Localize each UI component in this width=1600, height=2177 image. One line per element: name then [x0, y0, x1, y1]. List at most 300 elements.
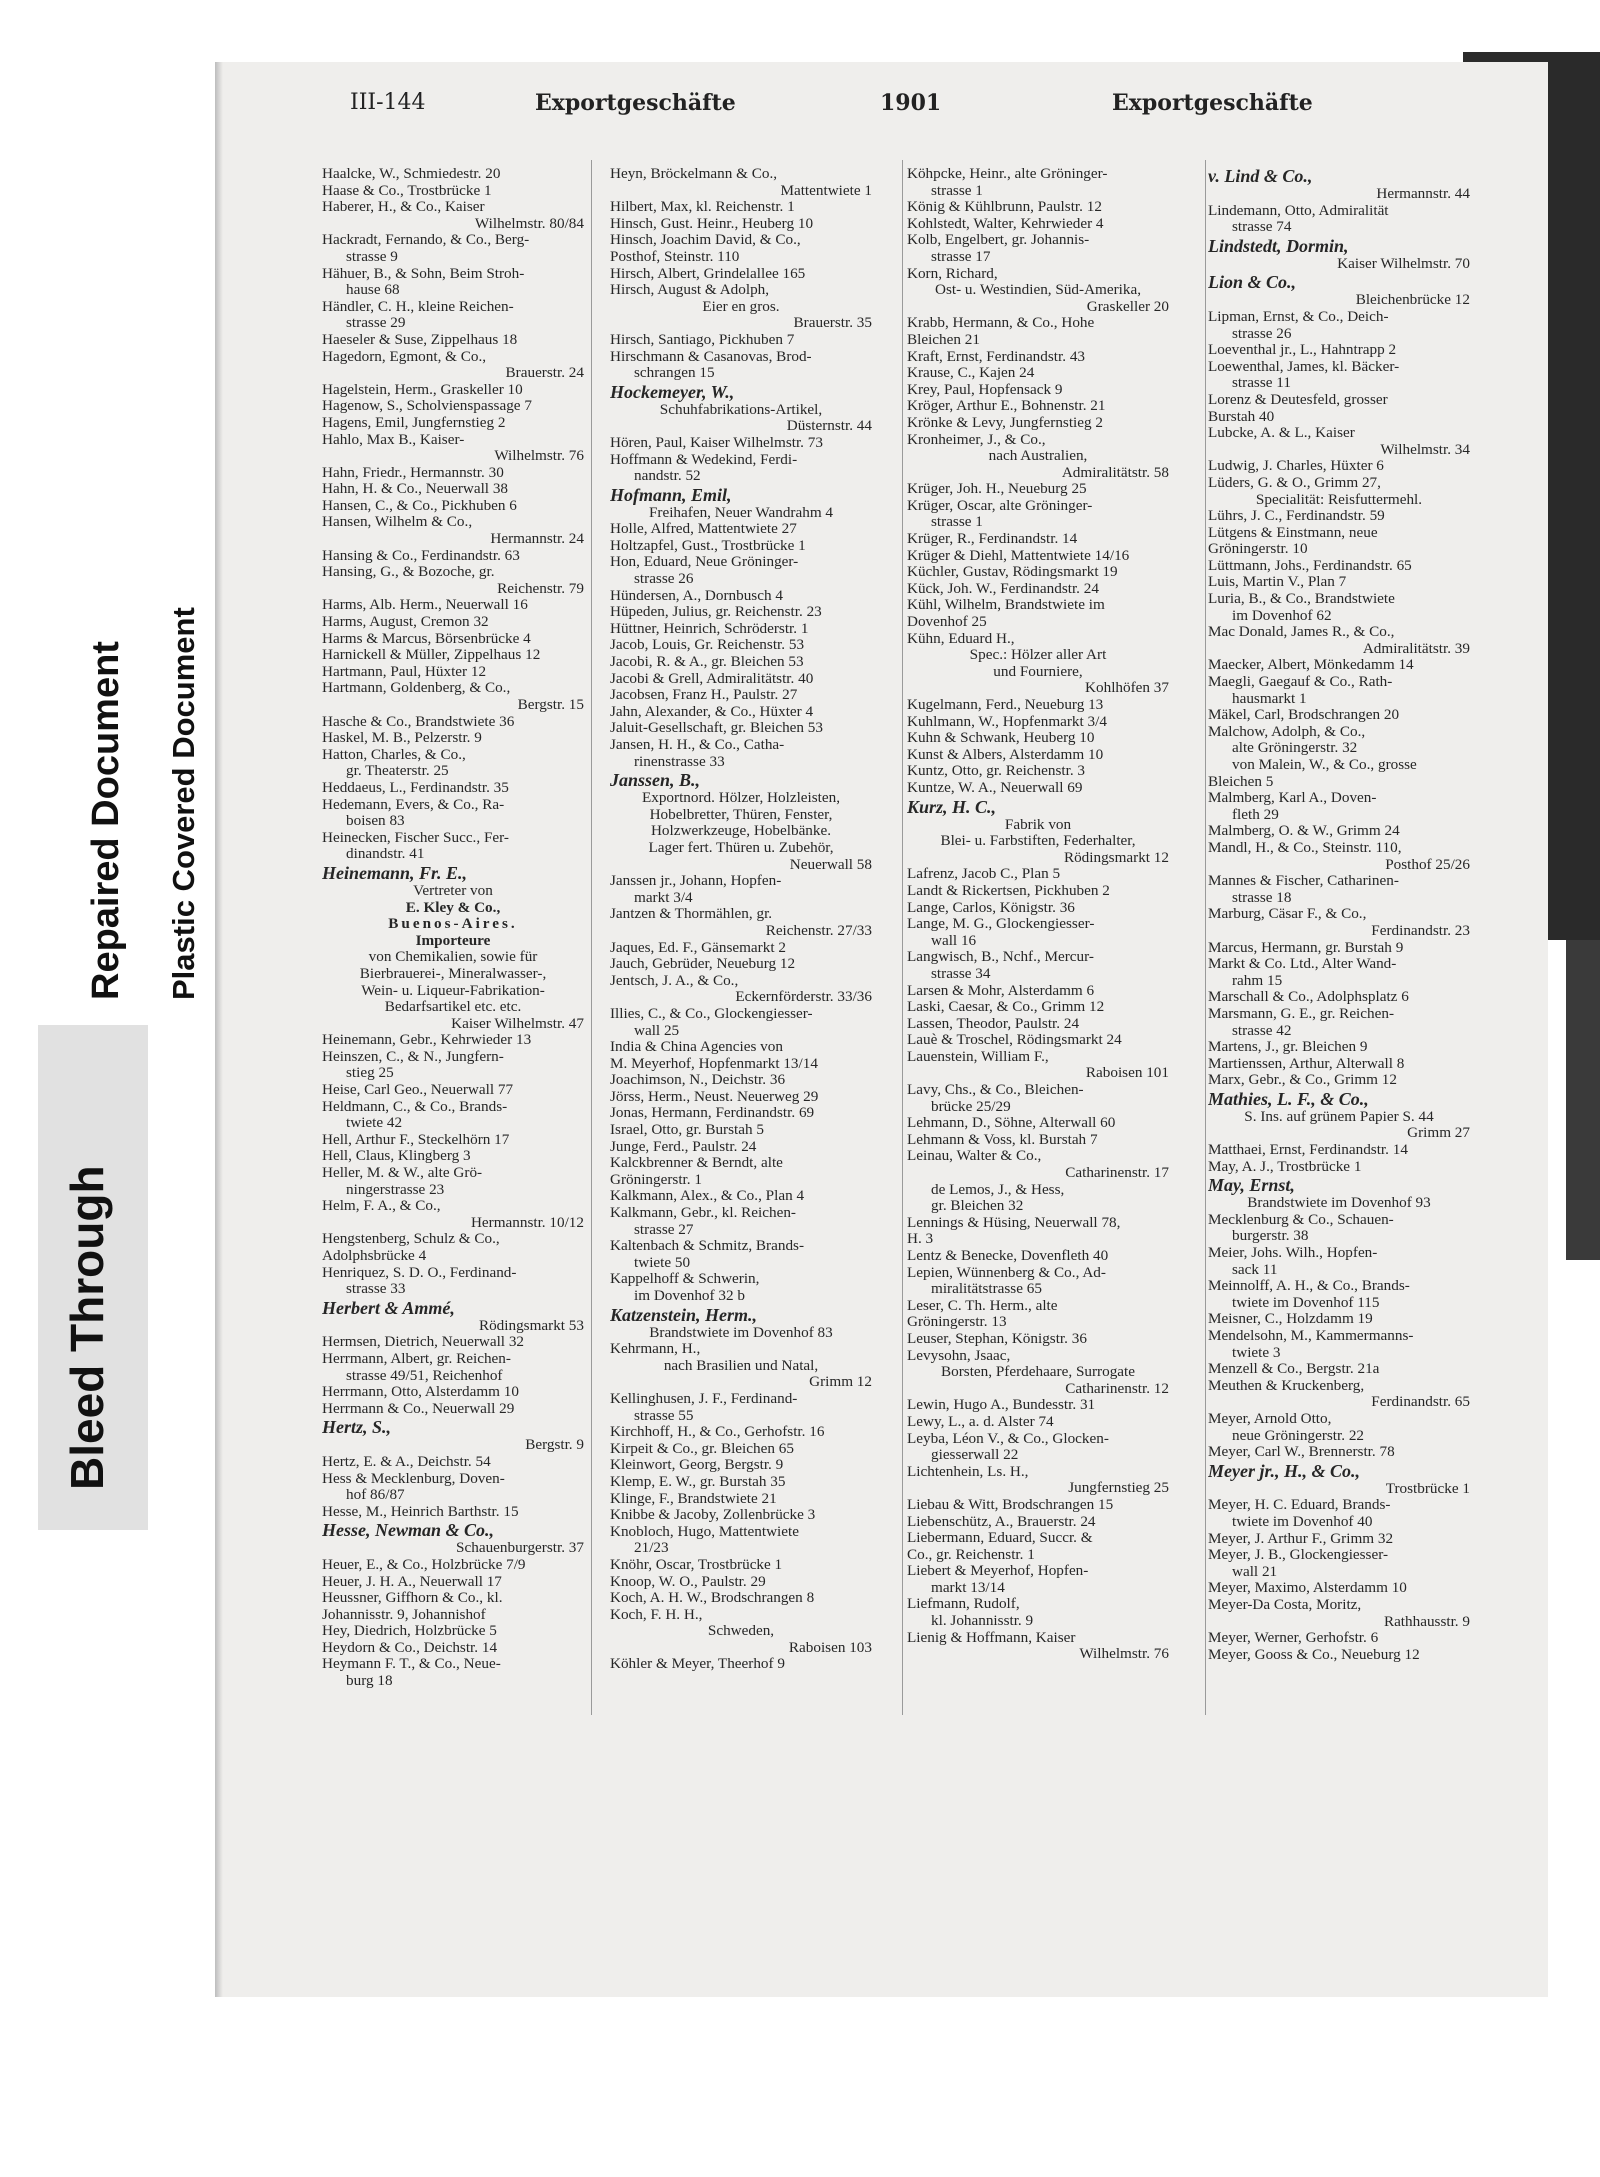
directory-entry-line: Meyer jr., H., & Co.,	[1208, 1460, 1360, 1481]
directory-entry-line: wall 25	[634, 1022, 680, 1039]
directory-entry-line: Bleichen 21	[907, 331, 980, 348]
directory-entry-line: Heuer, J. H. A., Neuerwall 17	[322, 1573, 502, 1590]
directory-entry-line: Knibbe & Jacoby, Zollenbrücke 3	[610, 1507, 816, 1524]
directory-entry-line: Wilhelmstr. 34	[1380, 441, 1470, 458]
directory-entry-line: Freihafen, Neuer Wandrahm 4	[648, 504, 834, 521]
directory-entry-line: Herrmann, Otto, Alsterdamm 10	[322, 1384, 519, 1401]
directory-entry-line: Rödingsmarkt 53	[478, 1317, 584, 1334]
directory-entry-line: Marburg, Cäsar F., & Co.,	[1208, 906, 1367, 923]
directory-entry-line: Heymann F. T., & Co., Neue-	[322, 1656, 501, 1673]
directory-entry-line: Loewenthal, James, kl. Bäcker-	[1208, 358, 1400, 375]
directory-entry-line: Kück, Joh. W., Ferdinandstr. 24	[907, 580, 1099, 597]
directory-entry-line: Lüttmann, Johs., Ferdinandstr. 65	[1208, 557, 1412, 574]
directory-entry-line: Haskel, M. B., Pelzerstr. 9	[322, 730, 482, 747]
directory-entry-line: Koch, F. H. H.,	[610, 1606, 703, 1623]
directory-entry-line: dinandstr. 41	[346, 846, 425, 863]
directory-entry-line: Neuerwall 58	[789, 856, 872, 873]
directory-entry-line: strasse 55	[634, 1407, 694, 1424]
directory-entry-line: Heise, Carl Geo., Neuerwall 77	[322, 1082, 514, 1099]
directory-entry-line: Raboisen 103	[788, 1639, 872, 1656]
directory-entry-line: Marsmann, G. E., gr. Reichen-	[1208, 1005, 1395, 1022]
directory-entry-line: Hartmann, Goldenberg, & Co.,	[322, 680, 511, 697]
directory-entry-line: Kleinwort, Georg, Bergstr. 9	[610, 1457, 784, 1474]
directory-entry-line: Meyer, Maximo, Alsterdamm 10	[1208, 1580, 1407, 1597]
directory-entry-line: Hirschmann & Casanovas, Brod-	[610, 348, 812, 365]
directory-entry-line: Holzwerkzeuge, Hobelbänke.	[650, 823, 832, 840]
directory-entry-line: Lager fert. Thüren u. Zubehör,	[648, 839, 834, 856]
directory-entry-line: Lassen, Theodor, Paulstr. 24	[907, 1015, 1080, 1032]
directory-entry-line: Leyba, Léon V., & Co., Glocken-	[907, 1430, 1109, 1447]
directory-entry-line: Loeventhal jr., L., Hahntrapp 2	[1208, 342, 1397, 359]
directory-entry-line: twiete 3	[1232, 1344, 1281, 1361]
directory-entry-line: Hirsch, Albert, Grindelallee 165	[610, 265, 806, 282]
directory-entry-line: Herrmann, Albert, gr. Reichen-	[322, 1350, 511, 1367]
directory-entry-line: sack 11	[1232, 1261, 1278, 1278]
directory-entry-line: Co., gr. Reichenstr. 1	[907, 1546, 1035, 1563]
directory-entry-line: Hon, Eduard, Neue Gröninger-	[610, 554, 799, 571]
directory-entry-line: Helm, F. A., & Co.,	[322, 1198, 441, 1215]
directory-entry-line: Ferdinandstr. 23	[1371, 922, 1470, 939]
directory-entry-line: Knoop, W. O., Paulstr. 29	[610, 1573, 766, 1590]
directory-entry-line: M. Meyerhof, Hopfenmarkt 13/14	[610, 1055, 818, 1072]
directory-entry-line: Krüger, Joh. H., Neueburg 25	[907, 481, 1087, 498]
directory-entry-line: Eckernförderstr. 33/36	[735, 989, 872, 1006]
directory-entry-line: Krabb, Hermann, & Co., Hohe	[907, 315, 1095, 332]
directory-entry-line: Krönke & Levy, Jungfernstieg 2	[907, 414, 1103, 431]
directory-entry-line: Mattentwiete 1	[780, 182, 872, 199]
directory-entry-line: Leuser, Stephan, Königstr. 36	[907, 1330, 1087, 1347]
directory-entry-line: Hertz, E. & A., Deichstr. 54	[322, 1453, 491, 1470]
directory-entry-line: Klemp, E. W., gr. Burstah 35	[610, 1473, 786, 1490]
directory-entry-line: hof 86/87	[346, 1487, 405, 1504]
directory-entry-line: Hockemeyer, W.,	[610, 381, 735, 402]
directory-entry-line: strasse 1	[931, 182, 983, 199]
directory-entry-line: Mandl, H., & Co., Steinstr. 110,	[1208, 839, 1402, 856]
directory-entry-line: Hengstenberg, Schulz & Co.,	[322, 1231, 500, 1248]
directory-entry-line: Kehrmann, H.,	[610, 1341, 701, 1358]
directory-entry-line: Kronheimer, J., & Co.,	[907, 431, 1046, 448]
directory-entry-line: strasse 33	[346, 1281, 406, 1298]
directory-entry-line: Hell, Arthur F., Steckelhörn 17	[322, 1131, 510, 1148]
directory-entry-line: Langwisch, B., Nchf., Mercur-	[907, 949, 1094, 966]
directory-entry-line: Lindstedt, Dormin,	[1208, 235, 1349, 256]
directory-entry-line: Larsen & Mohr, Alsterdamm 6	[907, 982, 1095, 999]
directory-entry-line: Admiralitätstr. 58	[1061, 464, 1169, 481]
directory-entry-line: markt 13/14	[931, 1579, 1005, 1596]
directory-entry-line: Dovenhof 25	[907, 614, 987, 631]
directory-entry-line: Jacobi & Grell, Admiralitätstr. 40	[610, 670, 814, 687]
directory-entry-line: Blei- u. Farbstiften, Federhalter,	[940, 833, 1136, 850]
directory-entry-line: Kaiser Wilhelmstr. 47	[451, 1015, 584, 1032]
directory-entry-line: Hähuer, B., & Sohn, Beim Stroh-	[322, 265, 525, 282]
page-reference: III-144	[350, 90, 426, 115]
directory-entry-line: brücke 25/29	[931, 1098, 1011, 1115]
directory-entry-line: Lewin, Hugo A., Bundesstr. 31	[907, 1397, 1096, 1414]
directory-entry-line: Hell, Claus, Klingberg 3	[322, 1148, 471, 1165]
right-page-edge	[1548, 60, 1600, 940]
directory-entry-line: twiete 50	[634, 1254, 691, 1271]
directory-entry-line: Lewy, L., a. d. Alster 74	[907, 1413, 1054, 1430]
directory-entry-line: Kaltenbach & Schmitz, Brands-	[610, 1238, 805, 1255]
directory-entry-line: Catharinenstr. 12	[1065, 1380, 1169, 1397]
directory-entry-line: Jacob, Louis, Gr. Reichenstr. 53	[610, 637, 805, 654]
directory-entry-line: burgerstr. 38	[1232, 1228, 1309, 1245]
directory-entry-line: strasse 34	[931, 965, 991, 982]
directory-entry-line: Schauenburgerstr. 37	[456, 1540, 584, 1557]
directory-entry-line: Hirsch, Santiago, Pickhuben 7	[610, 331, 795, 348]
directory-entry-line: Menzell & Co., Bergstr. 21a	[1208, 1361, 1380, 1378]
directory-entry-line: Mannes & Fischer, Catharinen-	[1208, 873, 1399, 890]
directory-entry-line: Hüpeden, Julius, gr. Reichenstr. 23	[610, 604, 822, 621]
directory-entry-line: Kirpeit & Co., gr. Bleichen 65	[610, 1440, 794, 1457]
directory-entry-line: Meyer, Arnold Otto,	[1208, 1410, 1332, 1427]
directory-entry-line: Harms, Alb. Herm., Neuerwall 16	[322, 597, 528, 614]
directory-entry-line: Jungfernstieg 25	[1068, 1480, 1169, 1497]
directory-entry-line: Hahn, Friedr., Hermannstr. 30	[322, 464, 504, 481]
directory-entry-line: Kalkmann, Gebr., kl. Reichen-	[610, 1205, 796, 1222]
directory-entry-line: Junge, Ferd., Paulstr. 24	[610, 1138, 757, 1155]
directory-entry-line: Hoffmann & Wedekind, Ferdi-	[610, 451, 798, 468]
directory-entry-line: Händler, C. H., kleine Reichen-	[322, 298, 514, 315]
directory-entry-line: gr. Theaterstr. 25	[346, 763, 449, 780]
directory-entry-line: Liebermann, Eduard, Succr. &	[907, 1530, 1093, 1547]
directory-entry-line: strasse 17	[931, 248, 991, 265]
directory-entry-line: 21/23	[634, 1540, 669, 1557]
directory-entry-line: Hess & Mecklenburg, Doven-	[322, 1470, 505, 1487]
directory-entry-line: Hertz, S.,	[322, 1417, 392, 1438]
directory-entry-line: Levysohn, Jsaac,	[907, 1347, 1011, 1364]
column-divider-1	[591, 160, 592, 1715]
directory-entry-line: Kellinghusen, J. F., Ferdinand-	[610, 1390, 798, 1407]
directory-entry-line: Kraft, Ernst, Ferdinandstr. 43	[907, 348, 1086, 365]
directory-entry-line: stieg 25	[346, 1065, 394, 1082]
directory-entry-line: Hartmann, Paul, Hüxter 12	[322, 663, 487, 680]
directory-entry-line: Heinemann, Fr. E.,	[322, 862, 468, 883]
directory-entry-line: Reichenstr. 79	[497, 580, 584, 597]
directory-entry-line: Hagens, Emil, Jungfernstieg 2	[322, 414, 506, 431]
directory-entry-line: Hatton, Charles, & Co.,	[322, 746, 466, 763]
directory-entry-line: Hansen, C., & Co., Pickhuben 6	[322, 497, 517, 514]
directory-entry-line: Raboisen 101	[1085, 1065, 1169, 1082]
directory-entry-line: Küchler, Gustav, Rödingsmarkt 19	[907, 564, 1118, 581]
directory-entry-line: Catharinenstr. 17	[1065, 1165, 1169, 1182]
directory-entry-line: markt 3/4	[634, 889, 693, 906]
directory-entry-line: König & Kühlbrunn, Paulstr. 12	[907, 199, 1102, 216]
directory-entry-line: nandstr. 52	[634, 468, 701, 485]
directory-entry-line: Malmberg, O. & W., Grimm 24	[1208, 823, 1400, 840]
directory-entry-line: Borsten, Pferdehaare, Surrogate	[941, 1364, 1135, 1381]
directory-entry-line: Illies, C., & Co., Glockengiesser-	[610, 1005, 813, 1022]
directory-entry-line: Jantzen & Thormählen, gr.	[610, 906, 773, 923]
directory-entry-line: Heuer, E., & Co., Holzbrücke 7/9	[322, 1556, 526, 1573]
directory-entry-line: Gröningerstr. 10	[1208, 541, 1308, 558]
directory-entry-line: Hagedorn, Egmont, & Co.,	[322, 348, 487, 365]
directory-entry-line: Meyer, H. C. Eduard, Brands-	[1208, 1497, 1391, 1514]
directory-entry-line: von Malein, W., & Co., grosse	[1232, 757, 1417, 773]
directory-entry-line: Lavy, Chs., & Co., Bleichen-	[907, 1082, 1084, 1099]
directory-entry-line: India & China Agencies von	[610, 1039, 783, 1056]
directory-column-3	[907, 166, 1169, 1663]
directory-entry-line: Hesse, M., Heinrich Barthstr. 15	[322, 1503, 519, 1520]
directory-column-4	[1208, 166, 1470, 1663]
directory-entry-line: Hilbert, Max, kl. Reichenstr. 1	[610, 199, 795, 216]
directory-entry-line: Lange, Carlos, Königstr. 36	[907, 899, 1075, 916]
directory-entry-line: im Dovenhof 62	[1232, 607, 1332, 624]
directory-entry-line: Ludwig, J. Charles, Hüxter 6	[1208, 458, 1384, 475]
directory-entry-line: Lichtenhein, Ls. H.,	[907, 1463, 1029, 1480]
directory-entry-line: rahm 15	[1232, 972, 1283, 989]
directory-entry-line: Knöhr, Oscar, Trostbrücke 1	[610, 1556, 783, 1573]
directory-entry-line: Kolb, Engelbert, gr. Johannis-	[907, 232, 1090, 249]
left-running-title: Exportgeschäfte	[535, 90, 736, 116]
directory-entry-line: Kirchhoff, H., & Co., Gerhofstr. 16	[610, 1424, 825, 1441]
directory-entry-line: Kuntz, Otto, gr. Reichenstr. 3	[907, 763, 1086, 780]
directory-entry-line: Heinecken, Fischer Succ., Fer-	[322, 829, 509, 846]
directory-entry-line: Luria, B., & Co., Brandstwiete	[1208, 591, 1395, 608]
directory-entry-line: Liebau & Witt, Brodschrangen 15	[907, 1496, 1114, 1513]
bleed-through-label: Bleed Through	[61, 1165, 113, 1490]
directory-entry-line: H. 3	[907, 1231, 934, 1248]
directory-entry-line: Hedemann, Evers, & Co., Ra-	[322, 796, 505, 813]
directory-entry-line: Heussner, Giffhorn & Co., kl.	[322, 1590, 503, 1607]
directory-entry-line: Hündersen, A., Dornbusch 4	[610, 587, 783, 604]
directory-entry-line: Lütgens & Einstmann, neue	[1208, 524, 1378, 541]
directory-entry-line: Grimm 12	[809, 1374, 872, 1391]
directory-entry-line: Wilhelmstr. 80/84	[474, 215, 584, 232]
directory-entry-line: Meyer-Da Costa, Moritz,	[1208, 1596, 1362, 1613]
directory-entry-line: Importeure	[415, 932, 491, 949]
directory-entry-line: Ferdinandstr. 65	[1371, 1394, 1470, 1411]
directory-entry-line: Liefmann, Rudolf,	[907, 1596, 1020, 1613]
directory-entry-line: Hüttner, Heinrich, Schröderstr. 1	[610, 620, 809, 637]
directory-entry-line: Hofmann, Emil,	[610, 484, 732, 505]
directory-entry-line: Eier en gros.	[702, 298, 780, 315]
directory-entry-line: Hermsen, Dietrich, Neuerwall 32	[322, 1334, 525, 1351]
directory-entry-line: Hinsch, Gust. Heinr., Heuberg 10	[610, 215, 814, 232]
right-running-title: Exportgeschäfte	[1112, 90, 1313, 116]
directory-entry-line: Henriquez, S. D. O., Ferdinand-	[322, 1264, 517, 1281]
directory-entry-line: Heldmann, C., & Co., Brands-	[322, 1098, 508, 1115]
directory-entry-line: Heinemann, Gebr., Kehrwieder 13	[322, 1032, 532, 1049]
column-divider-2	[902, 160, 903, 1715]
directory-entry-line: Meyer, Carl W., Brennerstr. 78	[1208, 1444, 1395, 1461]
directory-entry-line: Reichenstr. 27/33	[765, 922, 872, 939]
directory-entry-line: Fabrik von	[1004, 816, 1072, 833]
directory-entry-line: boisen 83	[346, 813, 405, 830]
directory-entry-line: Hören, Paul, Kaiser Wilhelmstr. 73	[610, 434, 823, 451]
directory-entry-line: Wilhelmstr. 76	[494, 448, 584, 465]
directory-entry-line: Hirsch, August & Adolph,	[610, 282, 770, 299]
directory-entry-line: Liebert & Meyerhof, Hopfen-	[907, 1563, 1089, 1580]
directory-entry-line: und Fourniere,	[993, 663, 1083, 680]
directory-entry-line: Bleichen 5	[1208, 773, 1274, 790]
year: 1901	[880, 90, 942, 116]
directory-entry-line: wall 21	[1232, 1563, 1278, 1580]
directory-entry-line: Kuhn & Schwank, Heuberg 10	[907, 730, 1095, 747]
directory-entry-line: strasse 49/51, Reichenhof	[346, 1367, 503, 1384]
directory-entry-line: Brandstwiete im Dovenhof 93	[1247, 1195, 1431, 1212]
directory-entry-line: Harnickell & Müller, Zippelhaus 12	[322, 647, 541, 664]
directory-entry-line: Graskeller 20	[1086, 298, 1169, 315]
directory-entry-line: Malchow, Adolph, & Co.,	[1208, 723, 1366, 740]
directory-entry-line: Lange, M. G., Glockengiesser-	[907, 916, 1095, 933]
directory-entry-line: strasse 26	[634, 571, 694, 588]
page-header	[0, 90, 1600, 130]
directory-entry-line: de Lemos, J., & Hess,	[931, 1181, 1065, 1198]
directory-entry-line: Spec.: Hölzer aller Art	[969, 647, 1107, 664]
directory-entry-line: Hagelstein, Herm., Graskeller 10	[322, 381, 523, 398]
directory-entry-line: strasse 9	[346, 248, 398, 265]
directory-entry-line: Köhler & Meyer, Theerhof 9	[610, 1656, 785, 1673]
directory-entry-line: Lion & Co.,	[1208, 272, 1297, 293]
directory-entry-line: Mecklenburg & Co., Schauen-	[1208, 1211, 1394, 1228]
directory-entry-line: Kaiser Wilhelmstr. 70	[1337, 255, 1470, 272]
directory-entry-line: Janssen jr., Johann, Hopfen-	[610, 873, 782, 890]
directory-entry-line: Heller, M. & W., alte Grö-	[322, 1165, 483, 1182]
directory-entry-line: Katzenstein, Herm.,	[610, 1304, 758, 1325]
directory-entry-line: Gröningerstr. 13	[907, 1314, 1007, 1331]
directory-entry-line: strasse 27	[634, 1221, 694, 1238]
directory-entry-line: Jansen, H. H., & Co., Catha-	[610, 737, 785, 753]
directory-entry-line: twiete im Dovenhof 115	[1232, 1294, 1380, 1311]
directory-entry-line: Klinge, F., Brandstwiete 21	[610, 1490, 777, 1507]
directory-entry-line: strasse 1	[931, 514, 983, 531]
directory-entry-line: giesserwall 22	[931, 1447, 1019, 1464]
directory-entry-line: ningerstrasse 23	[346, 1181, 445, 1198]
repaired-document-label: Repaired Document	[85, 641, 127, 1000]
directory-entry-line: Wilhelmstr. 76	[1079, 1646, 1169, 1663]
directory-entry-line: strasse 42	[1232, 1022, 1292, 1039]
directory-entry-line: Buenos-Aires.	[388, 916, 518, 933]
directory-entry-line: Kühl, Wilhelm, Brandstwiete im	[907, 597, 1105, 614]
directory-entry-line: Vertreter von	[413, 882, 493, 899]
directory-entry-line: Hahlo, Max B., Kaiser-	[322, 431, 465, 448]
directory-entry-line: Rathhausstr. 9	[1383, 1613, 1470, 1630]
directory-entry-line: Burstah 40	[1208, 408, 1275, 425]
directory-entry-line: nach Brasilien und Natal,	[663, 1357, 819, 1374]
directory-entry-line: Ost- u. Westindien, Süd-Amerika,	[934, 282, 1142, 299]
directory-entry-line: Lührs, J. C., Ferdinandstr. 59	[1208, 508, 1385, 525]
directory-entry-line: Kohlhöfen 37	[1085, 680, 1169, 697]
directory-entry-line: Lorenz & Deutesfeld, grosser	[1208, 391, 1388, 408]
directory-entry-line: burg 18	[346, 1673, 393, 1690]
directory-entry-line: May, Ernst,	[1208, 1175, 1295, 1196]
directory-entry-line: Jaques, Ed. F., Gänsemarkt 2	[610, 939, 786, 956]
directory-entry-line: Krause, C., Kajen 24	[907, 365, 1035, 382]
directory-entry-line: Israel, Otto, gr. Burstah 5	[610, 1122, 764, 1139]
directory-entry-line: fleth 29	[1232, 806, 1279, 823]
directory-entry-line: Haase & Co., Trostbrücke 1	[322, 182, 492, 199]
directory-entry-line: Harms & Marcus, Börsenbrücke 4	[322, 630, 531, 647]
directory-entry-line: hausmarkt 1	[1232, 690, 1307, 707]
directory-entry-line: schrangen 15	[634, 365, 715, 382]
directory-entry-line: Heddaeus, L., Ferdinandstr. 35	[322, 779, 509, 796]
directory-entry-line: Kröger, Arthur E., Bohnenstr. 21	[907, 398, 1106, 415]
directory-entry-line: Lehmann & Voss, kl. Burstah 7	[907, 1131, 1098, 1148]
directory-entry-line: Hinsch, Joachim David, & Co.,	[610, 232, 801, 249]
directory-entry-line: E. Kley & Co.,	[405, 899, 501, 916]
directory-entry-line: Hagenow, S., Scholvienspassage 7	[322, 398, 532, 415]
directory-entry-line: Hansing & Co., Ferdinandstr. 63	[322, 547, 520, 564]
directory-entry-line: Düsternstr. 44	[786, 418, 872, 435]
directory-entry-line: Heinszen, C., & N., Jungfern-	[322, 1048, 504, 1065]
directory-entry-line: Jentsch, J. A., & Co.,	[610, 972, 739, 989]
directory-entry-line: Meyer, J. B., Glockengiesser-	[1208, 1547, 1389, 1564]
directory-entry-line: Bierbrauerei-, Mineralwasser-,	[359, 965, 547, 982]
page-binding-shadow	[215, 62, 223, 1997]
directory-entry-line: Gröningerstr. 1	[610, 1171, 702, 1188]
directory-entry-line: Lauè & Troschel, Rödingsmarkt 24	[907, 1032, 1122, 1049]
directory-entry-line: Janssen, B.,	[610, 770, 701, 791]
directory-entry-line: Posthof 25/26	[1385, 856, 1470, 873]
directory-entry-line: Lafrenz, Jacob C., Plan 5	[907, 866, 1061, 883]
directory-entry-line: Kalkmann, Alex., & Co., Plan 4	[610, 1188, 805, 1205]
directory-entry-line: Lubcke, A. & L., Kaiser	[1208, 425, 1355, 442]
directory-entry-line: Haalcke, W., Schmiedestr. 20	[322, 166, 501, 182]
directory-entry-line: Kohlstedt, Walter, Kehrwieder 4	[907, 215, 1104, 232]
directory-entry-line: kl. Johannisstr. 9	[931, 1613, 1034, 1630]
directory-entry-line: Marcus, Hermann, gr. Burstah 9	[1208, 939, 1404, 956]
directory-entry-line: Kühn, Eduard H.,	[907, 630, 1015, 647]
directory-entry-line: Heydorn & Co., Deichstr. 14	[322, 1639, 498, 1656]
directory-entry-line: Hackradt, Fernando, & Co., Berg-	[322, 232, 530, 249]
directory-entry-line: Lindemann, Otto, Admiralität	[1208, 202, 1389, 219]
directory-entry-line: Krey, Paul, Hopfensack 9	[907, 381, 1063, 398]
directory-entry-line: strasse 26	[1232, 325, 1292, 342]
directory-entry-line: Brandstwiete im Dovenhof 83	[649, 1324, 833, 1341]
directory-entry-line: Lüders, G. & O., Grimm 27,	[1208, 474, 1381, 491]
directory-entry-line: Mendelsohn, M., Kammermanns-	[1208, 1328, 1414, 1344]
directory-entry-line: Meyer, J. Arthur F., Grimm 32	[1208, 1530, 1394, 1547]
directory-column-2	[610, 166, 872, 1673]
directory-entry-line: Köhpcke, Heinr., alte Gröninger-	[907, 166, 1108, 182]
directory-entry-line: Laski, Caesar, & Co., Grimm 12	[907, 999, 1105, 1016]
plastic-covered-label: Plastic Covered Document	[166, 607, 201, 1000]
directory-column-1	[322, 166, 584, 1690]
directory-entry-line: Martens, J., gr. Bleichen 9	[1208, 1039, 1368, 1056]
directory-entry-line: Meuthen & Kruckenberg,	[1208, 1377, 1365, 1394]
directory-entry-line: Marx, Gebr., & Co., Grimm 12	[1208, 1072, 1397, 1089]
directory-entry-line: strasse 18	[1232, 889, 1292, 906]
directory-entry-line: Specialität: Reisfuttermehl.	[1255, 491, 1423, 508]
directory-entry-line: Kuntze, W. A., Neuerwall 69	[907, 779, 1083, 796]
directory-entry-line: Lauenstein, William F.,	[907, 1048, 1049, 1065]
directory-entry-line: Korn, Richard,	[907, 265, 998, 282]
directory-entry-line: strasse 29	[346, 315, 406, 332]
directory-entry-line: Kalckbrenner & Berndt, alte	[610, 1155, 783, 1172]
directory-entry-line: Marschall & Co., Adolphsplatz 6	[1208, 989, 1409, 1006]
directory-entry-line: gr. Bleichen 32	[931, 1198, 1024, 1215]
directory-entry-line: Adolphsbrücke 4	[322, 1248, 427, 1264]
directory-entry-line: wall 16	[931, 932, 977, 949]
directory-entry-line: Grimm 27	[1407, 1125, 1470, 1142]
directory-entry-line: Knobloch, Hugo, Mattentwiete	[610, 1523, 799, 1540]
directory-entry-line: Luis, Martin V., Plan 7	[1208, 574, 1347, 591]
directory-entry-line: Hahn, H. & Co., Neuerwall 38	[322, 481, 509, 498]
directory-entry-line: Heyn, Bröckelmann & Co.,	[610, 166, 778, 182]
directory-entry-line: Hansing, G., & Bozoche, gr.	[322, 564, 495, 581]
directory-entry-line: Schweden,	[707, 1623, 775, 1640]
directory-entry-line: Trostbrücke 1	[1385, 1480, 1470, 1497]
directory-entry-line: im Dovenhof 32 b	[634, 1288, 745, 1304]
directory-entry-line: Admiralitätstr. 39	[1362, 640, 1470, 657]
directory-entry-line: Exportnord. Hölzer, Holzleisten,	[641, 790, 841, 807]
directory-entry-line: Holle, Alfred, Mattentwiete 27	[610, 521, 797, 538]
directory-entry-line: Martienssen, Arthur, Alterwall 8	[1208, 1055, 1405, 1072]
directory-entry-line: Kappelhoff & Schwerin,	[610, 1271, 760, 1288]
directory-entry-line: Holtzapfel, Gust., Trostbrücke 1	[610, 537, 806, 554]
directory-entry-line: Johannisstr. 9, Johannishof	[322, 1606, 486, 1623]
